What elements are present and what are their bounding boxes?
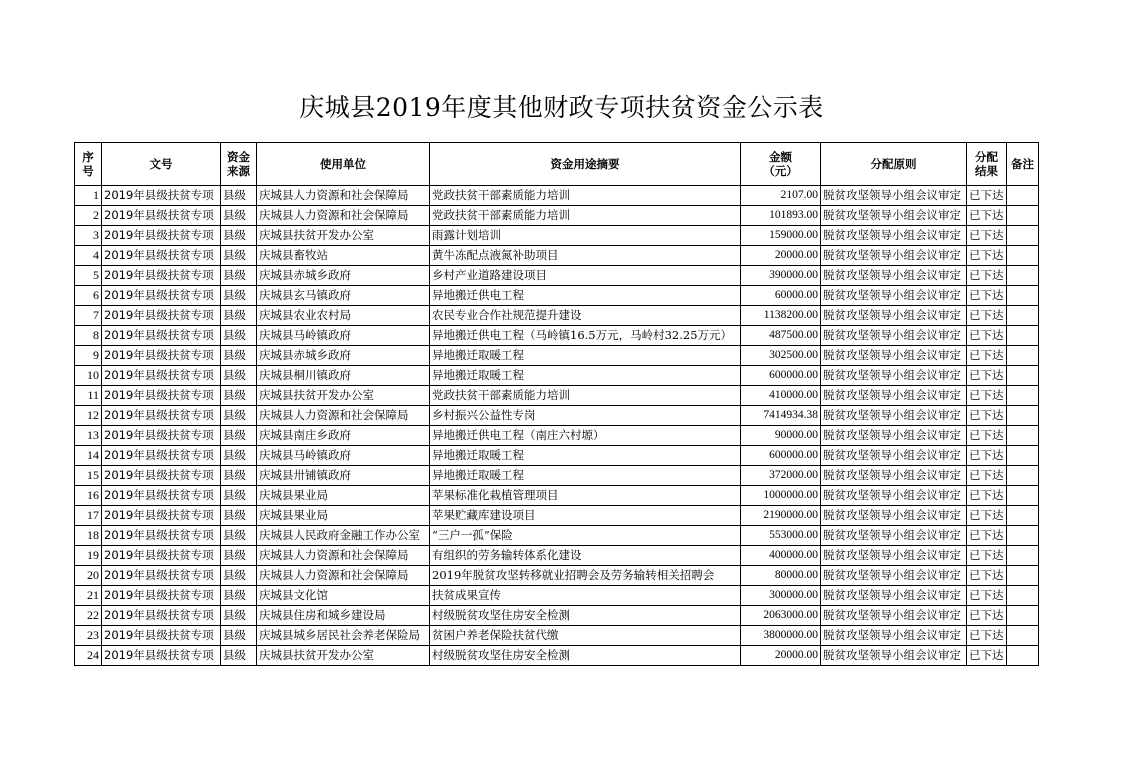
table-header-row [75,143,1039,186]
cell-source: 县级 [221,206,257,226]
cell-seq: 17 [75,506,102,526]
cell-principle: 脱贫攻坚领导小组会议审定 [821,646,967,666]
cell-note [1007,306,1039,326]
cell-source: 县级 [221,266,257,286]
header-principle-text: 分配原则 [870,157,917,171]
table-row [75,446,1039,466]
cell-unit: 庆城县桐川镇政府 [257,366,430,386]
cell-source: 县级 [221,506,257,526]
cell-unit: 庆城县人力资源和社会保障局 [257,546,430,566]
cell-seq: 5 [75,266,102,286]
cell-purpose: 扶贫成果宣传 [430,586,741,606]
cell-unit: 庆城县住房和城乡建设局 [257,606,430,626]
cell-principle: 脱贫攻坚领导小组会议审定 [821,506,967,526]
table-row [75,266,1039,286]
table-row [75,546,1039,566]
cell-note [1007,346,1039,366]
cell-note [1007,586,1039,606]
fund-table [74,142,1039,666]
table-row [75,206,1039,226]
cell-unit: 庆城县南庄乡政府 [257,426,430,446]
cell-amount: 400000.00 [741,546,821,566]
cell-amount: 20000.00 [741,246,821,266]
cell-result: 已下达 [967,446,1007,466]
cell-seq: 7 [75,306,102,326]
header-unit [257,143,430,186]
cell-unit: 庆城县扶贫开发办公室 [257,646,430,666]
cell-result: 已下达 [967,286,1007,306]
cell-seq: 15 [75,466,102,486]
cell-source: 县级 [221,286,257,306]
cell-doc: 2019年县级扶贫专项 [102,646,221,666]
cell-note [1007,406,1039,426]
table-row [75,386,1039,406]
table-row [75,286,1039,306]
cell-doc: 2019年县级扶贫专项 [102,326,221,346]
table-row [75,486,1039,506]
cell-amount: 600000.00 [741,446,821,466]
cell-note [1007,446,1039,466]
cell-purpose: 村级脱贫攻坚住房安全检测 [430,606,741,626]
cell-result: 已下达 [967,506,1007,526]
cell-principle: 脱贫攻坚领导小组会议审定 [821,626,967,646]
cell-source: 县级 [221,246,257,266]
cell-source: 县级 [221,546,257,566]
cell-result: 已下达 [967,546,1007,566]
header-note [1007,143,1039,186]
header-purpose-text: 资金用途摘要 [550,157,620,171]
cell-result: 已下达 [967,606,1007,626]
cell-seq: 14 [75,446,102,466]
cell-principle: 脱贫攻坚领导小组会议审定 [821,526,967,546]
cell-note [1007,226,1039,246]
cell-principle: 脱贫攻坚领导小组会议审定 [821,466,967,486]
header-seq-text: 序 号 [82,150,94,178]
cell-unit: 庆城县人力资源和社会保障局 [257,186,430,206]
cell-source: 县级 [221,326,257,346]
cell-unit: 庆城县人力资源和社会保障局 [257,206,430,226]
cell-doc: 2019年县级扶贫专项 [102,266,221,286]
cell-principle: 脱贫攻坚领导小组会议审定 [821,206,967,226]
cell-amount: 60000.00 [741,286,821,306]
cell-result: 已下达 [967,326,1007,346]
header-source-text: 资金 来源 [227,150,250,178]
cell-principle: 脱贫攻坚领导小组会议审定 [821,306,967,326]
cell-source: 县级 [221,386,257,406]
header-note-text: 备注 [1011,157,1034,171]
cell-doc: 2019年县级扶贫专项 [102,626,221,646]
cell-unit: 庆城县畜牧站 [257,246,430,266]
cell-source: 县级 [221,566,257,586]
cell-purpose: 异地搬迁供电工程（南庄六村塬） [430,426,741,446]
cell-doc: 2019年县级扶贫专项 [102,566,221,586]
cell-unit: 庆城县农业农村局 [257,306,430,326]
cell-purpose: 异地搬迁取暖工程 [430,346,741,366]
header-result [967,143,1007,186]
cell-purpose: 村级脱贫攻坚住房安全检测 [430,646,741,666]
page-title: 庆城县2019年度其他财政专项扶贫资金公示表 [299,93,824,122]
cell-principle: 脱贫攻坚领导小组会议审定 [821,566,967,586]
cell-seq: 4 [75,246,102,266]
cell-seq: 3 [75,226,102,246]
cell-purpose: 党政扶贫干部素质能力培训 [430,186,741,206]
cell-doc: 2019年县级扶贫专项 [102,306,221,326]
cell-note [1007,566,1039,586]
cell-result: 已下达 [967,206,1007,226]
table-row [75,606,1039,626]
cell-source: 县级 [221,526,257,546]
cell-source: 县级 [221,426,257,446]
cell-source: 县级 [221,406,257,426]
cell-seq: 13 [75,426,102,446]
cell-amount: 1000000.00 [741,486,821,506]
table-row [75,186,1039,206]
cell-seq: 16 [75,486,102,506]
cell-purpose: 异地搬迁供电工程 [430,286,741,306]
cell-doc: 2019年县级扶贫专项 [102,586,221,606]
cell-amount: 80000.00 [741,566,821,586]
cell-principle: 脱贫攻坚领导小组会议审定 [821,246,967,266]
cell-result: 已下达 [967,226,1007,246]
cell-purpose: 有组织的劳务输转体系化建设 [430,546,741,566]
cell-source: 县级 [221,646,257,666]
header-doc-text: 文号 [149,157,173,171]
cell-note [1007,546,1039,566]
table-row [75,406,1039,426]
header-purpose [430,143,741,186]
cell-unit: 庆城县人力资源和社会保障局 [257,566,430,586]
cell-unit: 庆城县果业局 [257,506,430,526]
cell-purpose: 异地搬迁取暖工程 [430,366,741,386]
cell-purpose: “三户一孤”保险 [430,526,741,546]
cell-doc: 2019年县级扶贫专项 [102,286,221,306]
cell-amount: 2190000.00 [741,506,821,526]
cell-doc: 2019年县级扶贫专项 [102,246,221,266]
cell-unit: 庆城县赤城乡政府 [257,346,430,366]
header-unit-text: 使用单位 [320,157,366,171]
cell-result: 已下达 [967,186,1007,206]
cell-doc: 2019年县级扶贫专项 [102,546,221,566]
cell-source: 县级 [221,446,257,466]
cell-seq: 2 [75,206,102,226]
cell-purpose: 黄牛冻配点液氮补助项目 [430,246,741,266]
cell-seq: 20 [75,566,102,586]
cell-unit: 庆城县马岭镇政府 [257,326,430,346]
cell-note [1007,486,1039,506]
cell-result: 已下达 [967,586,1007,606]
cell-purpose: 乡村振兴公益性专岗 [430,406,741,426]
cell-result: 已下达 [967,566,1007,586]
cell-amount: 2107.00 [741,186,821,206]
cell-doc: 2019年县级扶贫专项 [102,426,221,446]
cell-unit: 庆城县果业局 [257,486,430,506]
cell-unit: 庆城县城乡居民社会养老保险局 [257,626,430,646]
cell-doc: 2019年县级扶贫专项 [102,606,221,626]
cell-note [1007,186,1039,206]
cell-purpose: 异地搬迁供电工程（马岭镇16.5万元，马岭村32.25万元） [430,326,741,346]
cell-amount: 3800000.00 [741,626,821,646]
header-result-text: 分配 结果 [975,150,998,178]
cell-principle: 脱贫攻坚领导小组会议审定 [821,386,967,406]
cell-result: 已下达 [967,406,1007,426]
cell-principle: 脱贫攻坚领导小组会议审定 [821,186,967,206]
cell-seq: 11 [75,386,102,406]
cell-principle: 脱贫攻坚领导小组会议审定 [821,326,967,346]
cell-seq: 19 [75,546,102,566]
table-row [75,366,1039,386]
cell-principle: 脱贫攻坚领导小组会议审定 [821,406,967,426]
cell-purpose: 2019年脱贫攻坚转移就业招聘会及劳务输转相关招聘会 [430,566,741,586]
cell-result: 已下达 [967,626,1007,646]
cell-purpose: 党政扶贫干部素质能力培训 [430,206,741,226]
cell-purpose: 农民专业合作社规范提升建设 [430,306,741,326]
cell-principle: 脱贫攻坚领导小组会议审定 [821,586,967,606]
cell-source: 县级 [221,606,257,626]
cell-principle: 脱贫攻坚领导小组会议审定 [821,546,967,566]
cell-doc: 2019年县级扶贫专项 [102,386,221,406]
cell-principle: 脱贫攻坚领导小组会议审定 [821,606,967,626]
cell-result: 已下达 [967,266,1007,286]
cell-unit: 庆城县卅铺镇政府 [257,466,430,486]
cell-source: 县级 [221,586,257,606]
cell-result: 已下达 [967,426,1007,446]
cell-amount: 487500.00 [741,326,821,346]
cell-result: 已下达 [967,366,1007,386]
cell-doc: 2019年县级扶贫专项 [102,206,221,226]
cell-doc: 2019年县级扶贫专项 [102,186,221,206]
cell-note [1007,386,1039,406]
cell-note [1007,266,1039,286]
cell-principle: 脱贫攻坚领导小组会议审定 [821,366,967,386]
cell-unit: 庆城县扶贫开发办公室 [257,226,430,246]
cell-purpose: 雨露计划培训 [430,226,741,246]
table-row [75,246,1039,266]
cell-note [1007,466,1039,486]
table-row [75,326,1039,346]
table-row [75,306,1039,326]
cell-note [1007,286,1039,306]
cell-result: 已下达 [967,486,1007,506]
header-principle [821,143,967,186]
cell-seq: 24 [75,646,102,666]
cell-doc: 2019年县级扶贫专项 [102,466,221,486]
cell-seq: 18 [75,526,102,546]
cell-seq: 8 [75,326,102,346]
cell-note [1007,506,1039,526]
cell-unit: 庆城县玄马镇政府 [257,286,430,306]
cell-note [1007,646,1039,666]
cell-note [1007,246,1039,266]
cell-seq: 9 [75,346,102,366]
cell-seq: 23 [75,626,102,646]
cell-source: 县级 [221,486,257,506]
cell-amount: 90000.00 [741,426,821,446]
header-amount-text: 金额 （元） [763,150,798,178]
cell-note [1007,426,1039,446]
cell-purpose: 异地搬迁取暖工程 [430,446,741,466]
cell-amount: 300000.00 [741,586,821,606]
cell-unit: 庆城县马岭镇政府 [257,446,430,466]
cell-amount: 390000.00 [741,266,821,286]
cell-amount: 20000.00 [741,646,821,666]
cell-doc: 2019年县级扶贫专项 [102,506,221,526]
header-doc [102,143,221,186]
cell-seq: 22 [75,606,102,626]
cell-result: 已下达 [967,466,1007,486]
table-row [75,626,1039,646]
header-amount [741,143,821,186]
table-row [75,566,1039,586]
cell-note [1007,326,1039,346]
cell-purpose: 党政扶贫干部素质能力培训 [430,386,741,406]
cell-doc: 2019年县级扶贫专项 [102,406,221,426]
cell-amount: 1138200.00 [741,306,821,326]
cell-amount: 302500.00 [741,346,821,366]
cell-note [1007,606,1039,626]
cell-source: 县级 [221,306,257,326]
cell-seq: 12 [75,406,102,426]
cell-seq: 10 [75,366,102,386]
cell-doc: 2019年县级扶贫专项 [102,446,221,466]
cell-principle: 脱贫攻坚领导小组会议审定 [821,446,967,466]
cell-purpose: 贫困户养老保险扶贫代缴 [430,626,741,646]
cell-purpose: 苹果贮藏库建设项目 [430,506,741,526]
cell-result: 已下达 [967,346,1007,366]
table-row [75,426,1039,446]
cell-unit: 庆城县人力资源和社会保障局 [257,406,430,426]
cell-principle: 脱贫攻坚领导小组会议审定 [821,286,967,306]
cell-result: 已下达 [967,526,1007,546]
cell-unit: 庆城县扶贫开发办公室 [257,386,430,406]
header-source [221,143,257,186]
cell-unit: 庆城县文化馆 [257,586,430,606]
cell-source: 县级 [221,186,257,206]
cell-amount: 410000.00 [741,386,821,406]
cell-unit: 庆城县赤城乡政府 [257,266,430,286]
cell-doc: 2019年县级扶贫专项 [102,366,221,386]
cell-doc: 2019年县级扶贫专项 [102,486,221,506]
table-body [75,186,1039,666]
table-row [75,526,1039,546]
cell-principle: 脱贫攻坚领导小组会议审定 [821,266,967,286]
cell-amount: 159000.00 [741,226,821,246]
cell-seq: 6 [75,286,102,306]
cell-amount: 553000.00 [741,526,821,546]
cell-principle: 脱贫攻坚领导小组会议审定 [821,226,967,246]
cell-note [1007,626,1039,646]
cell-amount: 2063000.00 [741,606,821,626]
cell-note [1007,526,1039,546]
cell-note [1007,206,1039,226]
cell-principle: 脱贫攻坚领导小组会议审定 [821,346,967,366]
cell-purpose: 苹果标准化栽植管理项目 [430,486,741,506]
cell-source: 县级 [221,346,257,366]
cell-principle: 脱贫攻坚领导小组会议审定 [821,486,967,506]
table-row [75,346,1039,366]
cell-result: 已下达 [967,646,1007,666]
cell-result: 已下达 [967,386,1007,406]
cell-seq: 1 [75,186,102,206]
cell-amount: 600000.00 [741,366,821,386]
cell-amount: 101893.00 [741,206,821,226]
header-seq [75,143,102,186]
cell-purpose: 异地搬迁取暖工程 [430,466,741,486]
cell-source: 县级 [221,226,257,246]
cell-source: 县级 [221,366,257,386]
cell-principle: 脱贫攻坚领导小组会议审定 [821,426,967,446]
cell-amount: 7414934.38 [741,406,821,426]
cell-doc: 2019年县级扶贫专项 [102,226,221,246]
table-row [75,466,1039,486]
cell-doc: 2019年县级扶贫专项 [102,526,221,546]
table-row [75,226,1039,246]
cell-result: 已下达 [967,306,1007,326]
cell-note [1007,366,1039,386]
cell-purpose: 乡村产业道路建设项目 [430,266,741,286]
cell-unit: 庆城县人民政府金融工作办公室 [257,526,430,546]
table-row [75,506,1039,526]
cell-result: 已下达 [967,246,1007,266]
cell-source: 县级 [221,626,257,646]
cell-amount: 372000.00 [741,466,821,486]
cell-doc: 2019年县级扶贫专项 [102,346,221,366]
table-row [75,646,1039,666]
cell-source: 县级 [221,466,257,486]
table-row [75,586,1039,606]
cell-seq: 21 [75,586,102,606]
